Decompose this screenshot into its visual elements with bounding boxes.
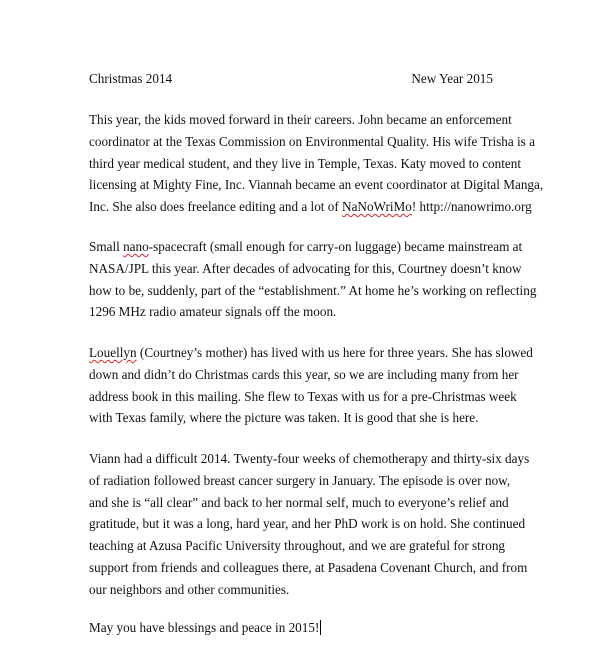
text-line bbox=[89, 492, 529, 514]
text-run: Viann had a difficult 2014. Twenty-four weeks of chemotherapy and thirty-six days bbox=[89, 451, 530, 466]
text-run: of radiation followed breast cancer surgery in January. The episode is over now, bbox=[89, 472, 511, 488]
text-run: -spacecraft (small enough for carry-on luggage) became mainstream at bbox=[148, 239, 523, 254]
text-line bbox=[89, 364, 529, 386]
text-line bbox=[89, 280, 537, 302]
text-line bbox=[89, 342, 533, 364]
text-line bbox=[89, 236, 529, 258]
text-run: gratitude, but it was a long, hard year, and her PhD work is on hold. She continued bbox=[89, 516, 526, 532]
text-run: and she is “all clear” and back to her normal self, much to everyone’s relief and bbox=[89, 494, 509, 510]
text-run: with Texas family, where the picture was taken. It is good that she is here. bbox=[89, 410, 479, 426]
text-run: 1296 MHz radio amateur signals off the moon. bbox=[89, 304, 337, 320]
paragraph-spacecraft bbox=[89, 236, 537, 323]
text-run: coordinator at the Texas Commission on Environmental Quality. His wife Trisha is a bbox=[89, 133, 535, 149]
text-line bbox=[89, 557, 529, 579]
text-run: address book in this mailing. She flew to Texas with us for a pre-Christmas week bbox=[89, 388, 517, 404]
text-cursor bbox=[320, 620, 321, 635]
text-line bbox=[89, 153, 529, 175]
text-run: Small bbox=[89, 239, 124, 254]
text-run: third year medical student, and they live in Temple, Texas. Katy moved to content bbox=[89, 155, 522, 171]
text-run: down and didn’t do Christmas cards this year, so we are including many from her bbox=[89, 366, 519, 382]
text-run: May you have blessings and peace in 2015! bbox=[89, 620, 320, 635]
header-right-text: New Year 2015 bbox=[411, 71, 493, 86]
text-line bbox=[89, 470, 529, 492]
text-line bbox=[89, 196, 532, 218]
text-run: ! http://nanowrimo.org bbox=[411, 199, 532, 215]
paragraph-louellyn bbox=[89, 342, 533, 429]
text-line bbox=[89, 386, 529, 408]
text-run: our neighbors and other communities. bbox=[89, 581, 290, 597]
text-line bbox=[89, 301, 529, 323]
letter-header bbox=[89, 68, 493, 90]
text-line bbox=[89, 535, 529, 557]
paragraph-closing bbox=[89, 617, 529, 639]
text-line bbox=[89, 131, 535, 153]
text-run: This year, the kids moved forward in their careers. John became an enforcement bbox=[89, 112, 512, 127]
text-line bbox=[89, 513, 529, 535]
text-run: (Courtney’s mother) has lived with us here for three years. She has slowed bbox=[136, 345, 533, 360]
misspelled-word: Louellyn bbox=[89, 345, 137, 360]
paragraph-kids-careers bbox=[89, 109, 544, 218]
text-line bbox=[89, 258, 529, 280]
header-left-text: Christmas 2014 bbox=[89, 71, 173, 86]
text-run: how to be, suddenly, part of the “establishment.” At home he’s working on reflecting bbox=[89, 282, 537, 298]
paragraph-viann bbox=[89, 448, 529, 601]
text-line bbox=[89, 407, 529, 429]
misspelled-word: nano bbox=[123, 239, 149, 254]
text-run: support from friends and colleagues there, at Pasadena Covenant Church, and from bbox=[89, 559, 528, 575]
text-line bbox=[89, 109, 529, 131]
text-run: licensing at Mighty Fine, Inc. Viannah became an event coordinator at Digital Manga, bbox=[89, 177, 544, 193]
text-line bbox=[89, 579, 529, 601]
text-run: teaching at Azusa Pacific University throughout, and we are grateful for strong bbox=[89, 538, 506, 554]
misspelled-word: NaNoWriMo bbox=[342, 199, 412, 215]
text-run: NASA/JPL this year. After decades of advocating for this, Courtney doesn’t know bbox=[89, 260, 522, 276]
text-line bbox=[89, 617, 529, 639]
text-line bbox=[89, 174, 544, 196]
text-line bbox=[89, 448, 529, 470]
text-run: Inc. She also does freelance editing and a lot of bbox=[89, 199, 343, 215]
